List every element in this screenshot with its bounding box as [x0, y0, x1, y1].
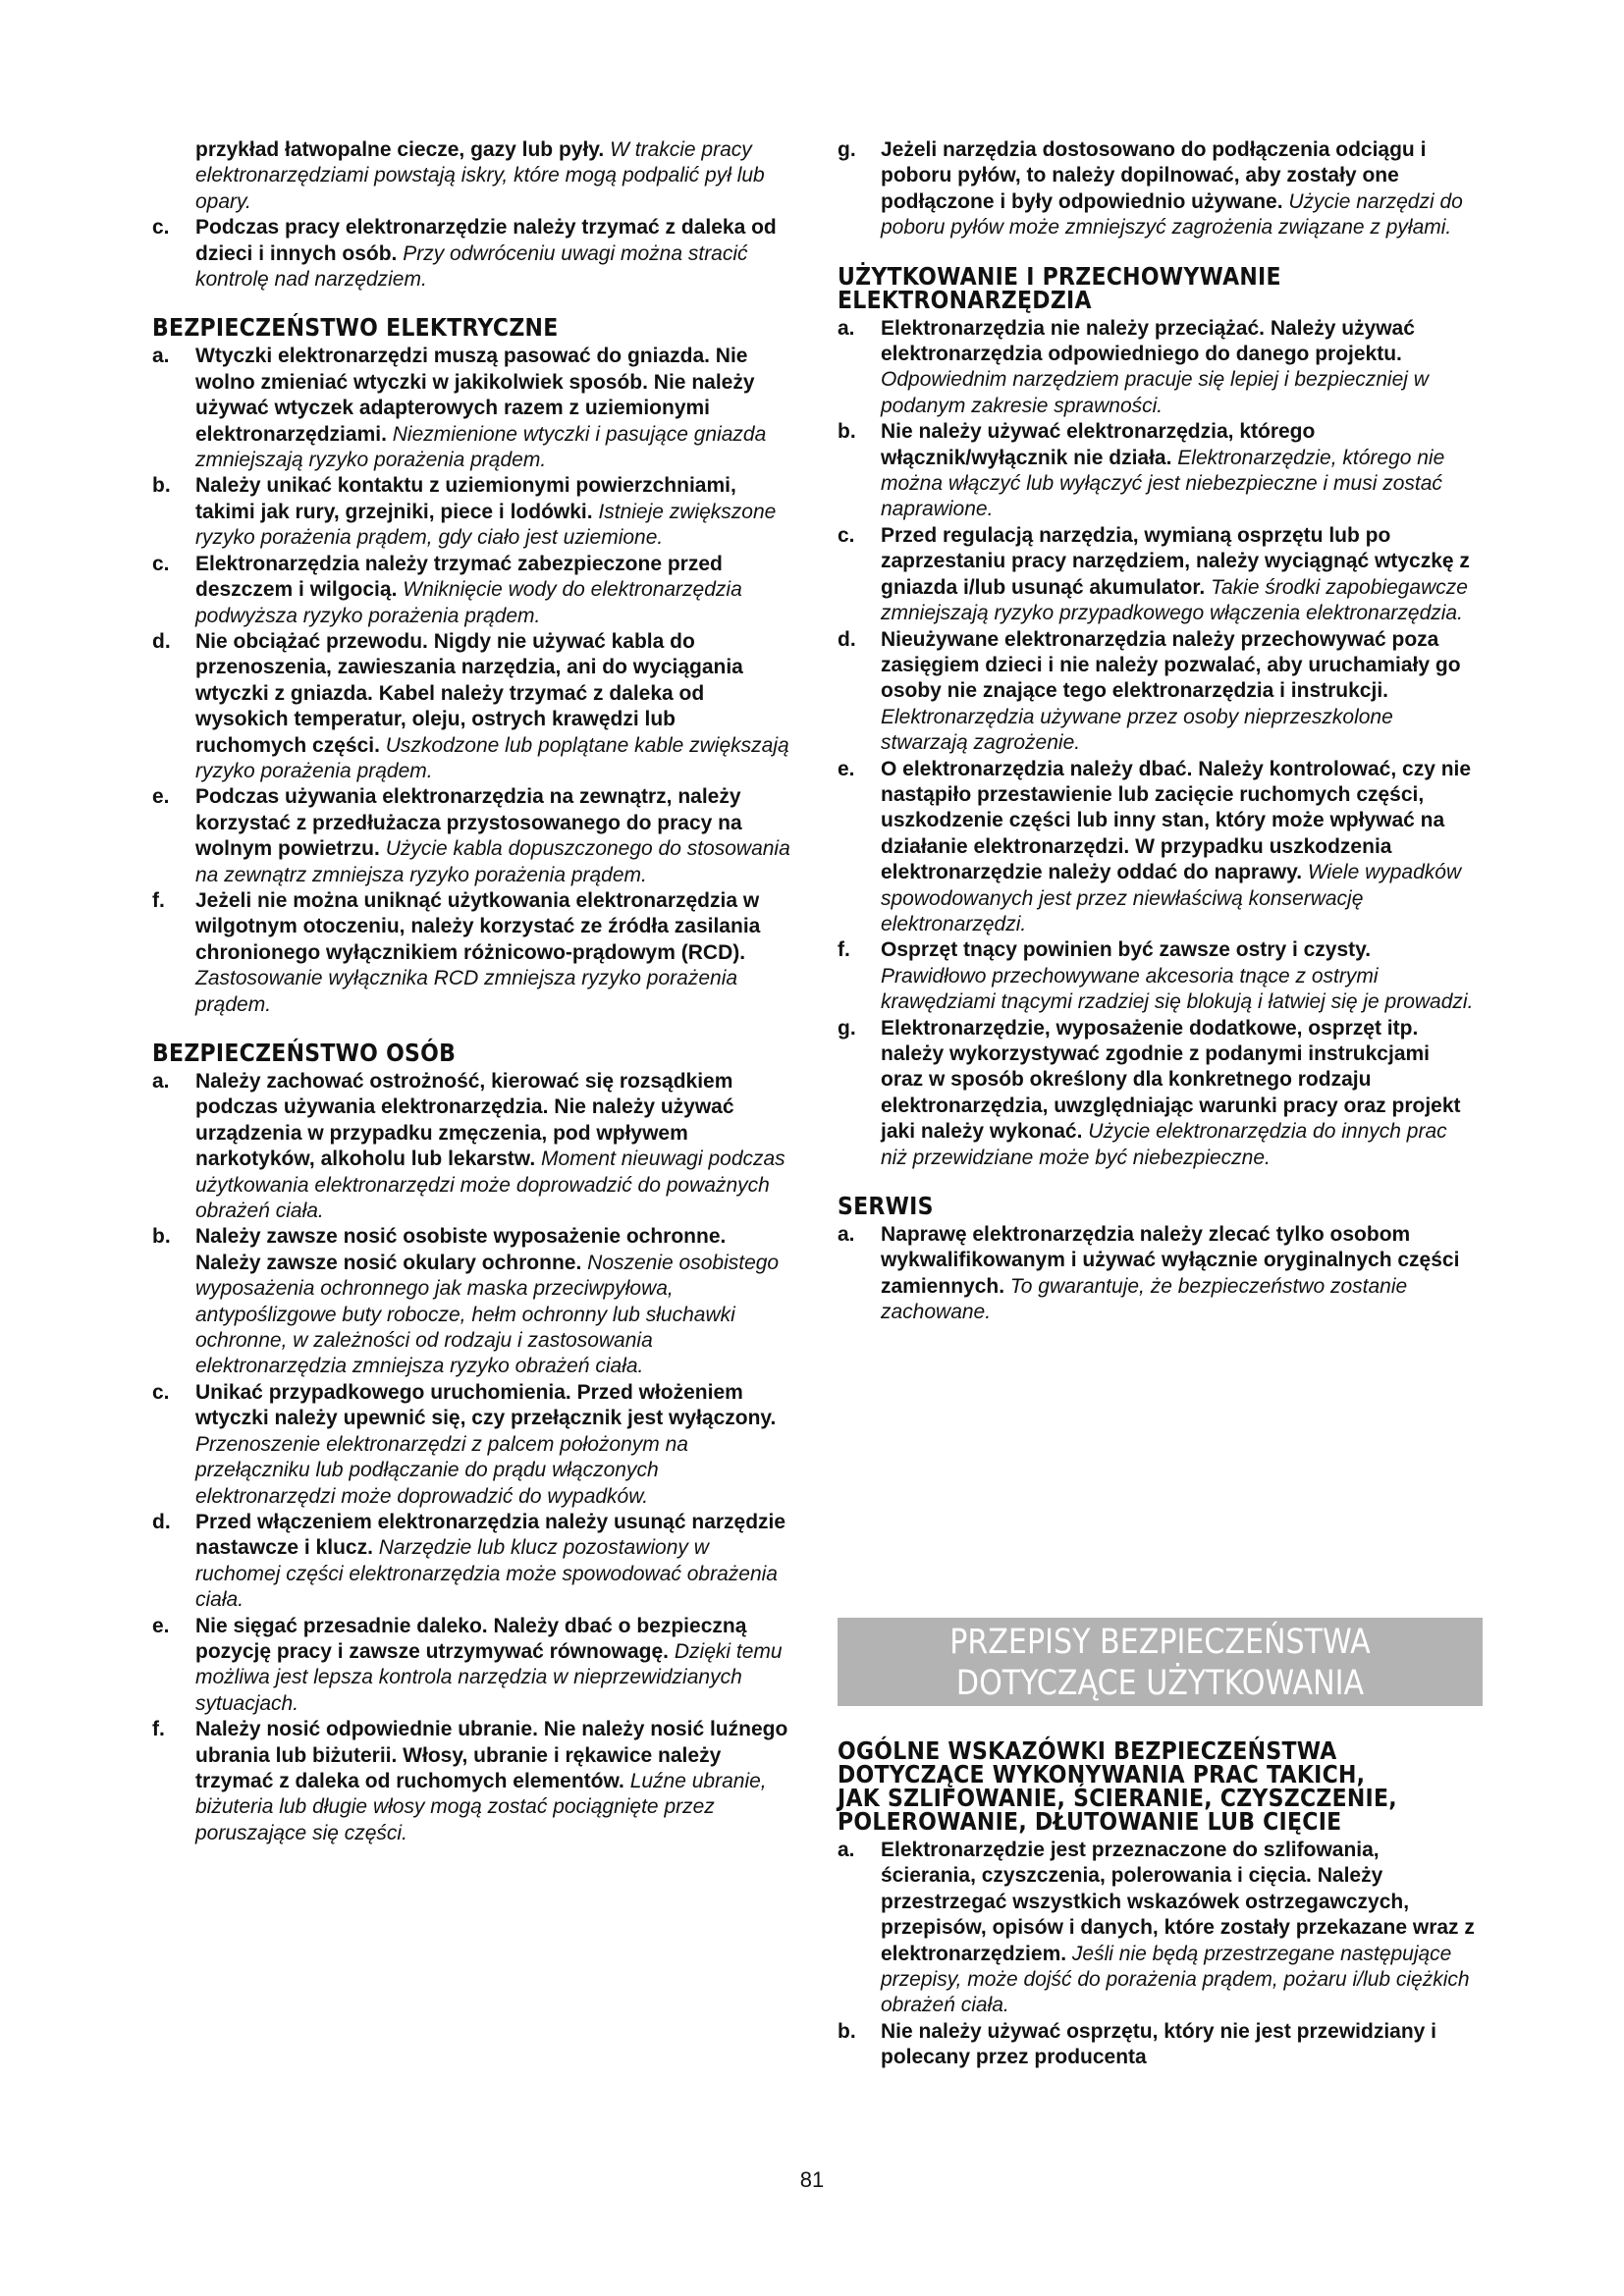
instruction-text: Należy zawsze nosić osobiste wyposażenie ochronne. Należy zawsze nosić okulary ochronne. — [195, 1225, 727, 1274]
explanation-text: Przenoszenie elektronarzędzi z palcem położonym na przełączniku lub podłączanie do prądu włączonych elektronarzędzi może doprowadzić do wypadków. — [195, 1432, 688, 1508]
instruction-text: Jeżeli nie można uniknąć użytkowania elektronarzędzia w wilgotnym otoczeniu, należy korzystać ze źródła zasilania chronionego wyłącznikiem różnicowo-prądowym (RCD). — [195, 888, 761, 964]
continued-item: przykład łatwopalne ciecze, gazy lub pyły. W trakcie pracy elektronarzędziami powstają iskry, które mogą podpalić pył lub opary. — [195, 138, 765, 213]
list-letter: f. — [152, 888, 165, 912]
section-heading-personal: BEZPIECZEŃSTWO OSÓB — [152, 1039, 457, 1067]
instruction-text: Nie należy używać elektronarzędzia, którego włącznik/wyłącznik nie działa. — [881, 420, 1316, 469]
list-item — [152, 888, 790, 1018]
electrical-list — [152, 344, 790, 1018]
safety-rules-banner: PRZEPISY BEZPIECZEŃSTWA DOTYCZĄCE UŻYTKOWANIA — [838, 1618, 1483, 1706]
list-item: c. Podczas pracy elektronarzędzie należy trzymać z daleka od dzieci i innych osób. Przy odwróceniu uwagi można stracić kontrolę nad narzędziem. — [152, 216, 777, 292]
general-list — [838, 1838, 1476, 2071]
list-item — [152, 1069, 790, 1224]
list-letter: e. — [152, 1614, 170, 1637]
explanation-text: Noszenie osobistego wyposażenia ochronnego jak maska przeciwpyłowa, antypoślizgowe buty robocze, hełm ochronny lub słuchawki ochronne, w zależności od rodzaju i zastosowania elektronarzędzia zmniejsza ryzyko obrażeń ciała. — [195, 1251, 780, 1378]
list-item — [838, 2019, 1476, 2071]
list-letter: b. — [838, 420, 856, 444]
explanation-text: To gwarantuje, że bezpieczeństwo zostanie zachowane. — [881, 1274, 1408, 1324]
explanation-text: Zastosowanie wyłącznika RCD zmniejsza ryzyko porażenia prądem. — [195, 967, 738, 1016]
list-item — [152, 784, 790, 888]
instruction-text: O elektronarzędzia należy dbać. Należy kontrolować, czy nie nastąpiło przestawienie lub zacięcie ruchomych części, uszkodzenie części lub inny stan, który może wpływać na działanie elektronarzędzi. W przypadku uszkodzenia elektronarzędzie należy oddać do naprawy. — [881, 757, 1472, 884]
list-item — [152, 1510, 790, 1614]
explanation-text: Elektronarzędzie, którego nie można włączyć lub wyłączyć jest niebezpieczne i musi zostać naprawione. — [881, 446, 1445, 521]
instruction-text: Przed regulacją narzędzia, wymianą osprzętu lub po zaprzestaniu pracy narzędziem, należy wyciągnąć wtyczkę z gniazda i/lub usunąć akumulator. — [881, 523, 1470, 599]
instruction-text: Elektronarzędzie jest przeznaczone do szlifowania, ścierania, czyszczenia, polerowania i cięcia. Należy przestrzegać wszystkich wskazówek ostrzegawczych, przepisów, opisów i danych, które zostały przekazane wraz z elektronarzędziem. — [881, 1839, 1475, 1965]
personal-list — [152, 1069, 790, 1846]
list-letter: a. — [152, 345, 170, 368]
list-item — [838, 419, 1476, 523]
instruction-text: Naprawę elektronarzędzia należy zlecać tylko osobom wykwalifikowanym i używać wyłącznie oryginalnych części zamiennych. — [881, 1223, 1460, 1298]
list-letter: b. — [152, 474, 171, 498]
list-letter: e. — [838, 757, 855, 780]
list-letter: g. — [838, 1016, 856, 1040]
explanation-text: Uszkodzone lub poplątane kable zwiększają ryzyko porażenia prądem. — [195, 733, 789, 782]
list-item — [838, 1016, 1476, 1171]
section-heading-storage: UŻYTKOWANIE I PRZECHOWYWANIE ELEKTRONARZĘDZIA — [838, 261, 1281, 314]
list-item — [152, 1614, 790, 1718]
instruction-text: Elektronarzędzie, wyposażenie dodatkowe, osprzęt itp. należy wykorzystywać zgodnie z podanymi instrukcjami oraz w sposób określony dla konkretnego rodzaju elektronarzędzia, uwzględniając warunki pracy oraz projekt jaki należy wykonać. — [881, 1016, 1461, 1144]
explanation-text: Niezmienione wtyczki i pasujące gniazda zmniejszają ryzyko porażenia prądem. — [195, 422, 767, 472]
general-section — [838, 1736, 1476, 2071]
explanation-text: Elektronarzędzia używane przez osoby nieprzeszkolone stwarzają zagrożenie. — [881, 705, 1393, 755]
instruction-text: Należy zachować ostrożność, kierować się rozsądkiem podczas używania elektronarzędzia. Nie należy używać urządzenia w przypadku zmęczenia, pod wpływem narkotyków, alkoholu lub lekarstw. — [195, 1070, 734, 1171]
list-item — [152, 1224, 790, 1379]
list-item — [838, 316, 1476, 420]
list-item — [152, 1380, 790, 1510]
list-letter: a. — [152, 1070, 170, 1093]
explanation-text: Istnieje zwiększone ryzyko porażenia prądem, gdy ciało jest uziemione. — [195, 500, 777, 550]
section-heading-electrical: BEZPIECZEŃSTWO ELEKTRYCZNE — [152, 313, 559, 343]
explanation-text: Dzięki temu możliwa jest lepsza kontrola narzędzia w nieprzewidzianych sytuacjach. — [195, 1639, 783, 1715]
list-letter: a. — [838, 1839, 855, 1861]
list-letter: f. — [152, 1718, 165, 1741]
list-item — [838, 1838, 1476, 2019]
instruction-text: Nie sięgać przesadnie daleko. Należy dbać o bezpieczną pozycję pracy i zawsze utrzymywać równowagę. — [195, 1614, 747, 1663]
instruction-text: Nie należy używać osprzętu, który nie jest przewidziany i polecany przez producenta — [881, 2019, 1437, 2069]
explanation-text: Prawidłowo przechowywane akcesoria tnące z ostrymi krawędziami tnącymi rzadziej się blokują i łatwiej się je prowadzi. — [881, 964, 1474, 1014]
instruction-text: Należy unikać kontaktu z uziemionymi powierzchniami, takimi jak rury, grzejniki, piece i lodówki. — [195, 474, 736, 523]
instruction-text: Elektronarzędzia należy trzymać zabezpieczone przed deszczem i wilgocią. — [195, 552, 723, 602]
service-list — [838, 1222, 1476, 1326]
list-item — [838, 627, 1476, 757]
list-letter: e. — [152, 785, 170, 809]
explanation-text: Wiele wypadków spowodowanych jest przez niewłaściwą konserwację elektronarzędzi. — [881, 861, 1462, 935]
list-letter: b. — [838, 2019, 856, 2043]
list-item — [838, 757, 1476, 938]
explanation-text: Moment nieuwagi podczas użytkowania elektronarzędzi może doprowadzić do poważnych obrażeń ciała. — [195, 1148, 785, 1223]
explanation-text: Luźne ubranie, biżuteria lub długie włosy mogą zostać pociągnięte przez poruszające się części. — [195, 1769, 767, 1844]
list-letter: c. — [838, 523, 855, 547]
list-item — [838, 523, 1476, 627]
instruction-text: Nieużywane elektronarzędzia należy przechowywać poza zasięgiem dzieci i nie należy pozwalać, aby uruchamiały go osoby nie znające tego elektronarzędzia i instrukcji. — [881, 627, 1461, 703]
instruction-text: Unikać przypadkowego uruchomienia. Przed włożeniem wtyczki należy upewnić się, czy przełącznik jest wyłączony. — [195, 1380, 777, 1430]
list-item — [152, 1717, 790, 1846]
list-letter: c. — [152, 1380, 170, 1404]
list-item — [838, 937, 1476, 1015]
right-column — [838, 137, 1476, 1326]
list-letter: a. — [838, 316, 855, 340]
list-item: g. Jeżeli narzędzia dostosowano do podłączenia odciągu i poboru pyłów, to należy dopilnować, aby zostały one podłączone i były odpowiednio używane. Użycie narzędzi do poboru pyłów może zmniejszyć zagrożenia związane z pyłami. — [838, 138, 1463, 240]
explanation-text: Wniknięcie wody do elektronarzędzia podwyższa ryzyko porażenia prądem. — [195, 578, 742, 627]
list-letter: b. — [152, 1225, 171, 1249]
section-heading-general: OGÓLNE WSKAZÓWKI BEZPIECZEŃSTWA DOTYCZĄCE WYKONYWANIA PRAC TAKICH, JAK SZLIFOWANIE, ŚCIERANIE, CZYSZCZENIE, POLEROWANIE, DŁUTOWANIE LUB CIĘCIE — [838, 1736, 1397, 1836]
list-letter: f. — [838, 938, 850, 962]
explanation-text: Użycie elektronarzędzia do innych prac niż przewidziane może być niebezpieczne. — [881, 1120, 1447, 1169]
list-letter: a. — [838, 1223, 855, 1247]
instruction-text: Wtyczki elektronarzędzi muszą pasować do gniazda. Nie wolno zmieniać wtyczki w jakikolwiek sposób. Nie należy używać wtyczek adapterowych razem z uziemionymi elektronarzędziami. — [195, 345, 755, 446]
explanation-text: Odpowiednim narzędziem pracuje się lepiej i bezpieczniej w podanym zakresie sprawności. — [881, 368, 1429, 417]
list-letter: d. — [152, 1510, 171, 1533]
explanation-text: Takie środki zapobiegawcze zmniejszają ryzyko przypadkowego włączenia elektronarzędzia. — [881, 575, 1468, 625]
explanation-text: Użycie kabla dopuszczonego do stosowania na zewnątrz zmniejsza ryzyko porażenia prądem. — [195, 837, 790, 886]
list-item — [152, 344, 790, 473]
instruction-text: Należy nosić odpowiednie ubranie. Nie należy nosić luźnego ubrania lub biżuterii. Włosy, ubranie i rękawice należy trzymać z daleka od ruchomych elementów. — [195, 1718, 788, 1792]
instruction-text: Przed włączeniem elektronarzędzia należy usunąć narzędzie nastawcze i klucz. — [195, 1510, 786, 1560]
list-item — [838, 1222, 1476, 1326]
instruction-text: Osprzęt tnący powinien być zawsze ostry i czysty. — [881, 938, 1372, 962]
list-item — [152, 473, 790, 551]
instruction-text: Nie obciążać przewodu. Nigdy nie używać kabla do przenoszenia, zawieszania narzędzia, ani do wyciągania wtyczki z gniazda. Kabel należy trzymać z daleka od wysokich temperatur, oleju, ostrych krawędzi lub ruchomych części. — [195, 629, 743, 757]
instruction-text: Podczas używania elektronarzędzia na zewnątrz, należy korzystać z przedłużacza przystosowanego do pracy na wolnym powietrzu. — [195, 785, 742, 861]
list-item — [152, 629, 790, 784]
page-number: 81 — [799, 2167, 825, 2192]
left-column — [152, 137, 790, 1846]
instruction-text: Elektronarzędzia nie należy przeciążać. Należy używać elektronarzędzia odpowiedniego do danego projektu. — [881, 316, 1415, 366]
list-letter: d. — [152, 629, 171, 653]
section-heading-service: SERWIS — [838, 1192, 934, 1221]
explanation-text: Narzędzie lub klucz pozostawiony w ruchomej części elektronarzędzia może spowodować obrażenia ciała. — [195, 1536, 778, 1612]
list-letter: d. — [838, 627, 856, 651]
list-letter: c. — [152, 552, 170, 575]
explanation-text: Jeśli nie będą przestrzegane następujące przepisy, może dojść do porażenia prądem, pożaru i/lub ciężkich obrażeń ciała. — [881, 1942, 1470, 2017]
list-item — [152, 552, 790, 629]
storage-list — [838, 316, 1476, 1171]
